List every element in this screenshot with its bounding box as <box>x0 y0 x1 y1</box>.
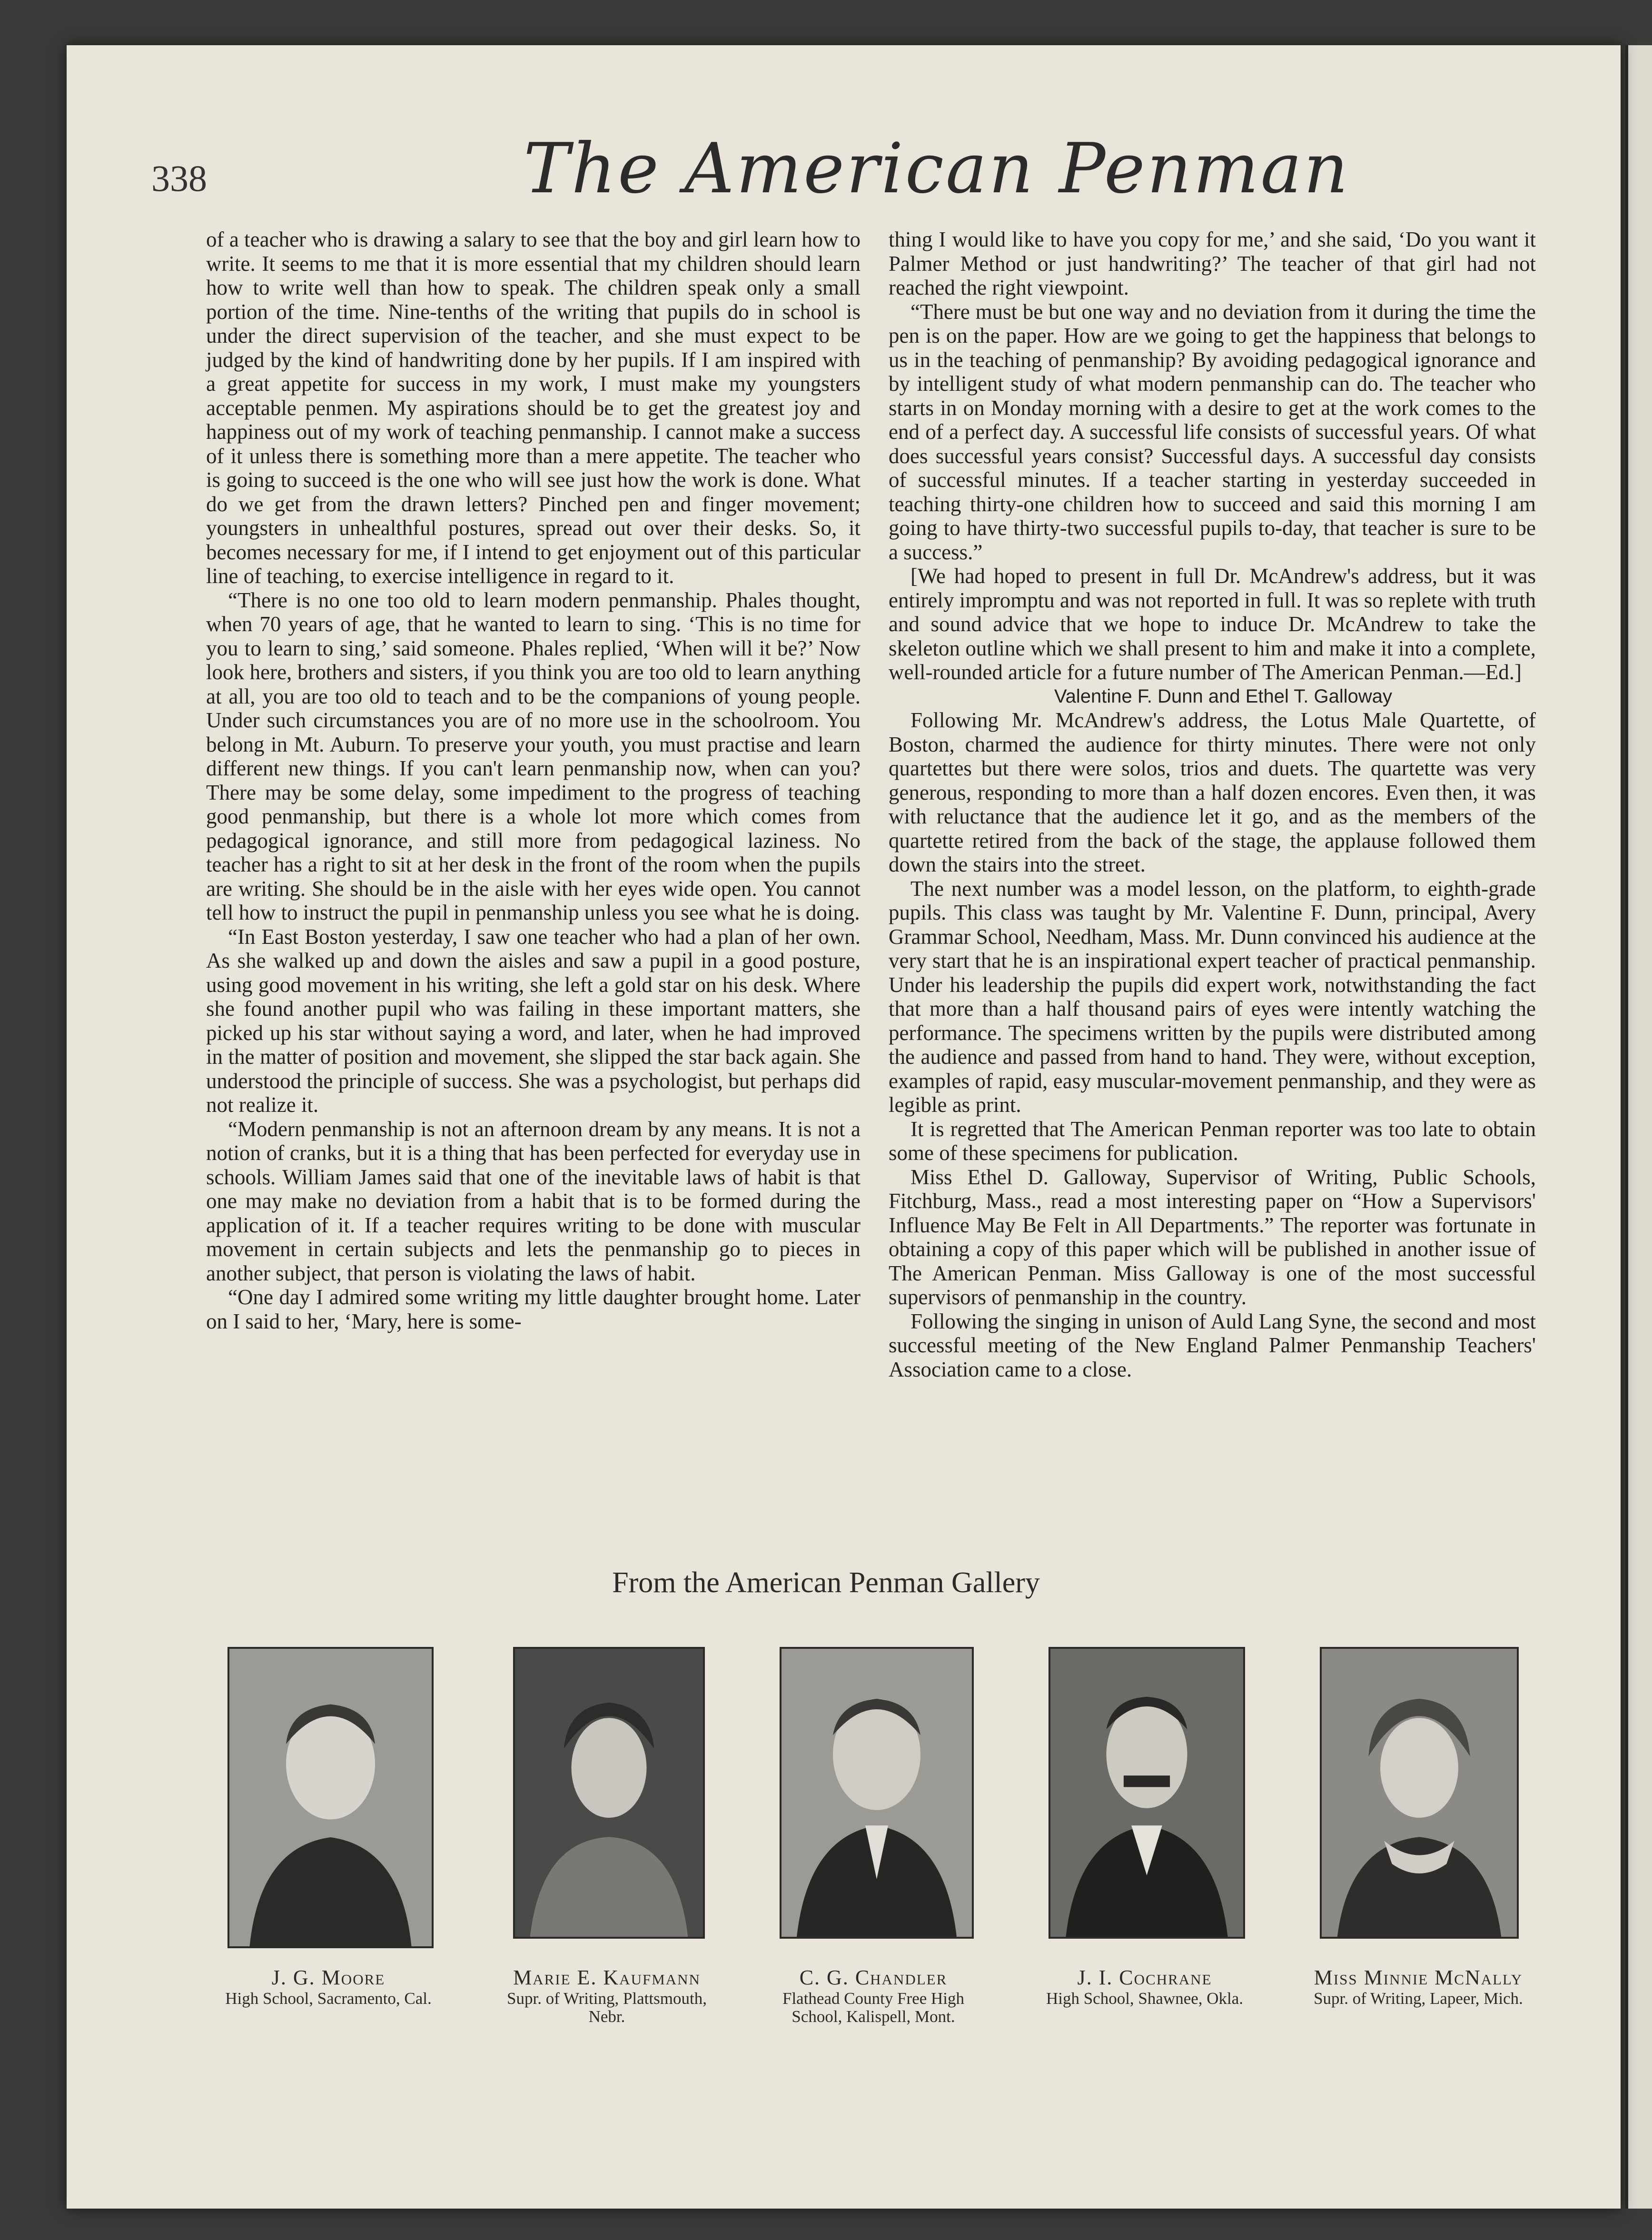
paragraph: “There is no one too old to learn modern penmanship. Phales thought, when 70 years of age, that he wanted to learn to sing. ‘This is no time for you to learn to sing,’ said someone. Phales replied, ‘When will it be?’ Now look here, brothers and sisters, if you think you are too old to learn anything at all, you are too old to teach and to be the companions of young people. Under such circumstances you are of no more use in the schoolroom. You belong in Mt. Auburn. To preserve your youth, you must practise and learn different new things. If you can't learn penmanship now, when can you? There may be some delay, some impediment to the progress of teaching good penmanship, but there is a whole lot more which comes from pedagogical ignorance, and still more from pedagogical laziness. No teacher has a right to sit at her desk in the front of the room when the pupils are writing. She should be in the aisle with her eyes wide open. You cannot tell how to instruct the pupil in penmanship unless you see what he is doing. <box>206 588 861 924</box>
person-name: Miss Minnie McNally <box>1314 1966 1523 1989</box>
person-description: High School, Sacramento, Cal. <box>225 1989 432 2008</box>
adjacent-page-edge <box>1625 45 1652 2209</box>
paragraph: It is regretted that The American Penman reporter was too late to obtain some of these specimens for publication. <box>889 1117 1536 1165</box>
gallery-caption <box>1304 1966 1533 2008</box>
gallery-caption <box>1030 1966 1259 2008</box>
masthead-title: The American Penman <box>524 129 1350 209</box>
left-column <box>206 228 861 1333</box>
gallery-title: From the American Penman Gallery <box>612 1566 1040 1599</box>
page-number: 338 <box>151 158 207 199</box>
section-subheading: Valentine F. Dunn and Ethel T. Galloway <box>1054 685 1393 707</box>
paragraph: thing I would like to have you copy for me,’ and she said, ‘Do you want it Palmer Method or just handwriting?’ The teacher of that girl had not reached the right viewpoint. <box>889 228 1536 299</box>
paragraph: Following the singing in unison of Auld Lang Syne, the second and most successful meeting of the New England Palmer Penmanship Teachers' Association came to a close. <box>889 1309 1536 1381</box>
person-name: J. G. Moore <box>271 1966 386 1989</box>
person-description: Supr. of Writing, Lapeer, Mich. <box>1314 1989 1523 2008</box>
person-name: J. I. Cochrane <box>1077 1966 1212 1989</box>
paragraph: Following Mr. McAndrew's address, the Lotus Male Quartette, of Boston, charmed the audience for thirty minutes. There were not only quartettes but there were solos, trios and duets. The quartette was very generous, responding to more than a half dozen encores. Even then, it was with reluctance that the audience let it go, and as the members of the quartette retired from the back of the stage, the applause followed them down the stairs into the street. <box>889 708 1536 876</box>
paragraph: “Modern penmanship is not an afternoon dream by any means. It is not a notion of cranks, but it is a thing that has been perfected for everyday use in schools. William James said that one of the inevitable laws of habit is that one may make no deviation from a habit that is to be formed during the application of it. If a teacher requires writing to be done with muscular movement in certain subjects and lets the penmanship go to pieces in another subject, that person is violating the laws of habit. <box>206 1117 861 1285</box>
gallery-caption <box>493 1966 721 2026</box>
person-description: Flathead County Free High School, Kalispell, Mont. <box>782 1989 965 2026</box>
portrait-photo-cochrane <box>1049 1647 1245 1939</box>
person-description: Supr. of Writing, Plattsmouth, Nebr. <box>507 1989 707 2026</box>
gallery-caption <box>759 1966 988 2026</box>
paragraph: “There must be but one way and no deviation from it during the time the pen is on the paper. How are we going to get the happiness that belongs to us in the teaching of penmanship? By avoiding pedagogical ignorance and by intelligent study of what modern penmanship can do. The teacher who starts in on Monday morning with a desire to get at the work comes to the end of a perfect day. A successful life consists of successful years. Of what does successful years consist? Successful days. A successful day consists of successful minutes. If a teacher starting in yesterday succeeded in teaching thirty-one children how to succeed and said this morning I am going to have thirty-two successful pupils to-day, that teacher is sure to be a success.” <box>889 299 1536 564</box>
editor-note: [We had hoped to present in full Dr. McAndrew's address, but it was entirely impromptu and was not reported in full. It was so replete with truth and sound advice that we hope to induce Dr. McAndrew to take the skeleton outline which we shall present to him and make it into a complete, well-rounded article for a future number of The American Penman.—Ed.] <box>889 564 1536 684</box>
portrait-photo-chandler <box>780 1647 974 1939</box>
paragraph: “One day I admired some writing my little daughter brought home. Later on I said to her, ‘Mary, here is some- <box>206 1285 861 1333</box>
paragraph: Miss Ethel D. Galloway, Supervisor of Writing, Public Schools, Fitchburg, Mass., read a most interesting paper on “How a Supervisors' Influence May Be Felt in All Departments.” The reporter was fortunate in obtaining a copy of this paper which will be published in another issue of The American Penman. Miss Galloway is one of the most successful supervisors of penmanship in the country. <box>889 1165 1536 1309</box>
portrait-photo-mcnally <box>1320 1647 1519 1939</box>
paragraph: The next number was a model lesson, on the platform, to eighth-grade pupils. This class was taught by Mr. Valentine F. Dunn, principal, Avery Grammar School, Needham, Mass. Mr. Dunn convinced his audience at the very start that he is an inspirational expert teacher of practical penmanship. Under his leadership the pupils did expert work, notwithstanding the fact that more than a half thousand pairs of eyes were intently watching the performance. The specimens written by the pupils were distributed among the audience and passed from hand to hand. They were, without exception, examples of rapid, easy muscular-movement penmanship, and they were as legible as print. <box>889 876 1536 1117</box>
person-name: C. G. Chandler <box>799 1966 948 1989</box>
portrait-photo-kaufmann <box>513 1647 705 1939</box>
gallery-caption <box>214 1966 443 2008</box>
paragraph: of a teacher who is drawing a salary to see that the boy and girl learn how to write. It seems to me that it is more essential that my children should learn how to write well than how to speak. The children speak only a small portion of the time. Nine-tenths of the writing that pupils do in school is under the direct supervision of the teacher, and she must expect to be judged by the kind of handwriting done by her pupils. If I am inspired with a great appetite for success in my work, I must make my youngsters acceptable penmen. My aspirations should be to get the greatest joy and happiness out of my work of teaching penmanship. I cannot make a success of it unless there is something more than a mere appetite. The teacher who is going to succeed is the one who will see just how the work is done. What do we get from the drawn letters? Pinched pen and finger movement; youngsters in unhealthful postures, spread out over their desks. So, it becomes necessary for me, if I intend to get enjoyment out of this particular line of teaching, to exercise intelligence in regard to it. <box>206 228 861 588</box>
person-description: High School, Shawnee, Okla. <box>1046 1989 1244 2008</box>
portrait-photo-moore <box>228 1647 434 1948</box>
person-name: Marie E. Kaufmann <box>513 1966 701 1989</box>
right-column <box>889 228 1536 1381</box>
paragraph: “In East Boston yesterday, I saw one teacher who had a plan of her own. As she walked up and down the aisles and saw a pupil in a good posture, using good movement in his writing, she left a gold star on his desk. Where she found another pupil who was failing in these important matters, she picked up his star without saying a word, and later, when he had improved in the matter of position and movement, she slipped the star back again. She understood the principle of success. She was a psychologist, but perhaps did not realize it. <box>206 924 861 1117</box>
